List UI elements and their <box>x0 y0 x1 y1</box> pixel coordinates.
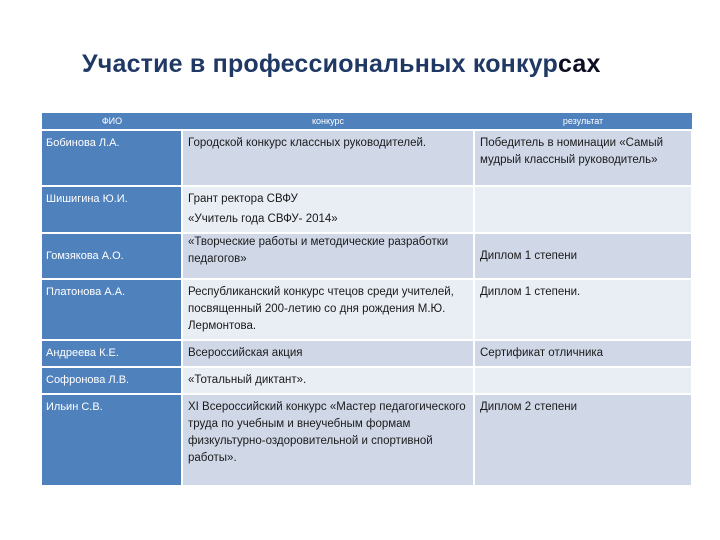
contest-extra-line: «Учитель года СВФУ- 2014» <box>188 213 338 225</box>
result-cell: Сертификат отличника <box>474 340 692 367</box>
contest-cell: Всероссийская акция <box>182 340 474 367</box>
header-result: результат <box>474 113 692 130</box>
contest-cell: «Тотальный диктант». <box>182 367 474 394</box>
contest-cell <box>182 186 474 233</box>
contest-cell: Республиканский конкурс чтецов среди учителей, посвященный 200-летию со дня рождения М.Ю. Лермонтова. <box>182 279 474 340</box>
contest-cell: «Творческие работы и методические разработки педагогов» <box>182 233 474 279</box>
result-cell: Диплом 2 степени <box>474 394 692 486</box>
fio-cell: Платонова А.А. <box>42 279 182 340</box>
fio-cell: Ильин С.В. <box>42 394 182 486</box>
result-cell: Диплом 1 степени. <box>474 279 692 340</box>
fio-cell: Гомзякова А.О. <box>42 233 182 279</box>
contests-table <box>42 113 693 487</box>
result-cell <box>474 367 692 394</box>
fio-cell: Бобинова Л.А. <box>42 130 182 186</box>
header-contest: конкурс <box>182 113 474 130</box>
table-row <box>42 233 692 279</box>
table-row <box>42 279 692 340</box>
table-row <box>42 130 692 186</box>
fio-cell: Андреева К.Е. <box>42 340 182 367</box>
contest-line: Грант ректора СВФУ <box>188 193 298 205</box>
title-tail: сах <box>557 50 601 78</box>
title-main: Участие в профессиональных конкур <box>82 50 558 78</box>
header-fio: ФИО <box>42 113 182 130</box>
table-row <box>42 394 692 486</box>
table-row <box>42 186 692 233</box>
fio-cell: Шишигина Ю.И. <box>42 186 182 233</box>
result-cell: Диплом 1 степени <box>474 233 692 279</box>
contest-cell: Городской конкурс классных руководителей. <box>182 130 474 186</box>
page-title <box>82 50 601 79</box>
result-cell <box>474 186 692 233</box>
contest-cell: XI Всероссийский конкурс «Мастер педагогического труда по учебным и внеучебным формам физкультурно-оздоровительной и спортивной работы». <box>182 394 474 486</box>
table-row <box>42 367 692 394</box>
fio-cell: Софронова Л.В. <box>42 367 182 394</box>
result-cell: Победитель в номинации «Самый мудрый классный руководитель» <box>474 130 692 186</box>
table-header-row <box>42 113 692 130</box>
table-row <box>42 340 692 367</box>
